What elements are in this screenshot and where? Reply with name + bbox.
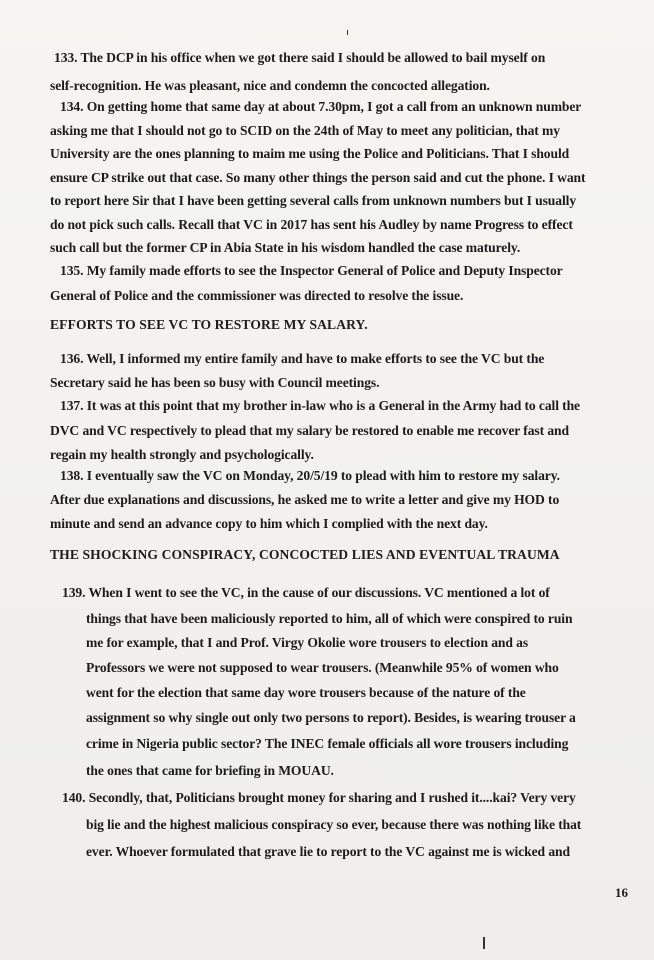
paragraph-136-line-2: Secretary said he has been so busy with Council meetings.: [50, 375, 380, 390]
paragraph-135-line-1: 135. My family made efforts to see the Inspector General of Police and Deputy Inspector: [60, 263, 563, 278]
paragraph-135-line-2: General of Police and the commissioner was directed to resolve the issue.: [50, 288, 464, 303]
paragraph-134-line-5: to report here Sir that I have been getting several calls from unknown numbers but I usually: [50, 193, 577, 208]
paragraph-140-line-2: big lie and the highest malicious conspiracy so ever, because there was nothing like that: [86, 817, 582, 832]
paragraph-138-line-2: After due explanations and discussions, he asked me to write a letter and give my HOD to: [50, 492, 560, 507]
paragraph-134-line-4: ensure CP strike out that case. So many other things the person said and cut the phone. I want: [50, 170, 586, 185]
paragraph-139-line-2: things that have been maliciously reported to him, all of which were conspired to ruin: [86, 611, 573, 626]
paragraph-139-line-3: me for example, that I and Prof. Virgy Okolie wore trousers to election and as: [86, 635, 529, 650]
paragraph-133-line-2: self-recognition. He was pleasant, nice and condemn the concocted allegation.: [50, 78, 490, 93]
paragraph-137-line-3: regain my health strongly and psychologically.: [50, 447, 314, 462]
paragraph-139-line-7: crime in Nigeria public sector? The INEC female officials all wore trousers including: [86, 736, 569, 751]
paragraph-134-line-7: such call but the former CP in Abia State in his wisdom handled the case maturely.: [50, 240, 521, 255]
paragraph-134-line-6: do not pick such calls. Recall that VC in 2017 has sent his Audley by name Progress to effect: [50, 217, 573, 232]
page-number: 16: [615, 885, 628, 900]
scan-mark: [483, 937, 485, 949]
paragraph-139-line-1: 139. When I went to see the VC, in the cause of our discussions. VC mentioned a lot of: [62, 585, 550, 600]
paragraph-133-line-1: 133. The DCP in his office when we got there said I should be allowed to bail myself on: [54, 50, 546, 65]
paragraph-139-line-5: went for the election that same day wore trousers because of the nature of the: [86, 685, 526, 700]
paragraph-137-line-1: 137. It was at this point that my brother in-law who is a General in the Army had to call the: [60, 398, 580, 413]
paragraph-138-line-1: 138. I eventually saw the VC on Monday, 20/5/19 to plead with him to restore my salary.: [60, 468, 560, 483]
section-heading-conspiracy: THE SHOCKING CONSPIRACY, CONCOCTED LIES AND EVENTUAL TRAUMA: [50, 547, 560, 562]
paragraph-140-line-1: 140. Secondly, that, Politicians brought money for sharing and I rushed it....kai? Very very: [62, 790, 576, 805]
paragraph-139-line-4: Professors we were not supposed to wear trousers. (Meanwhile 95% of women who: [86, 660, 559, 675]
paragraph-139-line-8: the ones that came for briefing in MOUAU.: [86, 763, 334, 778]
section-heading-salary: EFFORTS TO SEE VC TO RESTORE MY SALARY.: [50, 317, 368, 332]
paragraph-134-line-2: asking me that I should not go to SCID on the 24th of May to meet any politician, that my: [50, 123, 560, 138]
paragraph-136-line-1: 136. Well, I informed my entire family and have to make efforts to see the VC but the: [60, 351, 545, 366]
paragraph-139-line-6: assignment so why single out only two persons to report). Besides, is wearing trouser a: [86, 710, 576, 725]
scan-mark: [347, 30, 348, 35]
paragraph-134-line-1: 134. On getting home that same day at about 7.30pm, I got a call from an unknown number: [60, 99, 582, 114]
paragraph-134-line-3: University are the ones planning to maim me using the Police and Politicians. That I should: [50, 146, 570, 161]
paragraph-140-line-3: ever. Whoever formulated that grave lie to report to the VC against me is wicked and: [86, 844, 570, 859]
paragraph-138-line-3: minute and send an advance copy to him which I complied with the next day.: [50, 516, 488, 531]
paragraph-137-line-2: DVC and VC respectively to plead that my salary be restored to enable me recover fast and: [50, 423, 569, 438]
